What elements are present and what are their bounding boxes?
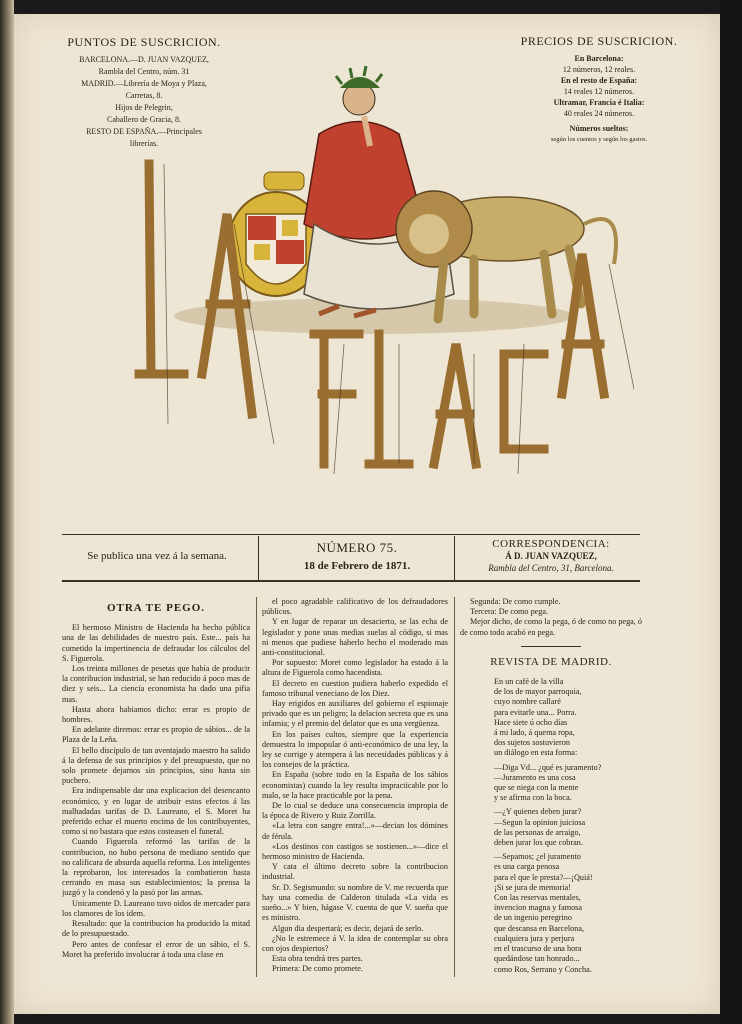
verse-line: quedándose tan honrado...	[494, 954, 580, 964]
article-paragraph: El hermoso Ministro de Hacienda ha hecho pública una de las debilidades de nuestro país. Este... país ha cometido la impertinencia de defraudar los cálculos del S. Figuerola.	[62, 623, 250, 663]
price-line: 14 reales 12 números.	[563, 87, 635, 96]
article-column-3	[460, 597, 642, 977]
verse-line: cuyo nombre callaré	[494, 697, 561, 707]
correspondence-block	[462, 538, 640, 574]
masthead-illustration	[114, 54, 634, 514]
verse-line: es una carga penosa	[494, 862, 560, 872]
article-paragraph: Primera: De como promete.	[272, 964, 363, 974]
issue-number-date	[258, 540, 456, 572]
verse-line: en el trascurso de una hora	[494, 944, 582, 954]
subscription-line: Hijos de Pelegrin,	[115, 103, 173, 112]
verse-line: que se niega con la mente	[494, 783, 579, 793]
article-paragraph: Hasta ahora habiamos dicho: errar es propio de hombres.	[62, 704, 250, 725]
price-line: Ultramar, Francia é Italia:	[553, 98, 645, 107]
correspondence-address: Rambla del Centro, 31, Barcelona.	[488, 563, 614, 573]
issue-info-row	[62, 536, 640, 582]
article-paragraph: Por supuesto: Moret como legislador ha estado á la altura de Figuerola como hacendista.	[262, 658, 448, 678]
verse-line: á mi lado, á quema ropa,	[494, 728, 575, 738]
article-paragraph: el poco agradable calificativo de los defraudadores públicos.	[262, 597, 448, 617]
verse-line: dos sujetos sostuvieron	[494, 738, 570, 748]
article-title: REVISTA DE MADRID.	[490, 655, 612, 668]
verse-line: —Sepamos; ¿el juramento	[494, 852, 581, 862]
scan-border	[720, 0, 742, 1024]
subscription-line: Carretas, 8.	[125, 91, 163, 100]
subscription-prices-title: PRECIOS DE SUSCRICION.	[520, 34, 678, 48]
correspondence-name: Á D. JUAN VAZQUEZ,	[505, 551, 597, 561]
price-line: 12 números, 12 reales.	[562, 65, 636, 74]
article-paragraph: Algun dia despertará; es decir, dejará de serlo.	[272, 923, 424, 933]
issue-date: 18 de Febrero de 1871.	[303, 560, 411, 572]
verse-line: invencion magna y famosa	[494, 903, 582, 913]
article-paragraph: De lo cual se deduce una consecuencia impropia de la época de Rivero y Ruiz Zorrilla.	[262, 801, 448, 821]
subscription-line: BARCELONA.—D. JUAN VAZQUEZ,	[79, 55, 209, 64]
article-paragraph: Cuando Figuerola reformó las tarifas de la contribucion, no hubo persona de mediano sentido que no calificara de absurda aquella reforma. Los inteligentes la reprobaron, los interesados la combatieron hasta cerrando en masa sus establecimientos; la prensa la juzgó y la condenó y la pasó por las armas.	[62, 837, 250, 898]
article-column-2	[262, 597, 448, 977]
price-line: En el resto de España:	[560, 76, 638, 85]
article-paragraph: Era indispensable dar una explicacion del desencanto económico, y en lugar de atribuir estos efectos á las malhadadas tarifas de D. Laureano, el S. Moret ha preferido echar el muerto encima de los contribuyentes, como si no bastara que estos costeasen el funeral.	[62, 786, 250, 837]
article-paragraph: En España (sobre todo en la España de los sábios economistas) cuando la ley resulta impracticable por lo malo, se la hace practicable por la pena.	[262, 770, 448, 800]
article-paragraph: Y cata el último decreto sobre la contribucion industrial.	[262, 862, 448, 882]
verse-line: como Ros, Serrano y Concha.	[494, 964, 592, 974]
verse-line: y se afirma con la boca.	[494, 793, 572, 803]
top-rule	[62, 534, 640, 535]
article-paragraph: Mejor dicho, de como la pega, ó de como no pega, ó de como todo acabó en pega.	[460, 617, 642, 637]
column-rule	[454, 597, 455, 977]
verse-line: Con las reservas mentales,	[494, 893, 581, 903]
verse-line: de un ingenio peregrino	[494, 913, 572, 923]
article-title: OTRA TE PEGO.	[106, 602, 206, 614]
newspaper-page	[14, 14, 720, 1014]
article-paragraph: Sr. D. Segismundo: su nombre de V. me recuerda que hay una comedia de Calderon titulada «La vida es sueño...» Y bien, hágase V. cuenta de que V. sueña que es ministro.	[262, 882, 448, 923]
verse-line: deben jurar los que cobran.	[494, 838, 583, 848]
verse-line: —Segun la opinion juiciosa	[494, 817, 586, 827]
publication-frequency: Se publica una vez á la semana.	[87, 550, 227, 562]
article-paragraph: El decreto en cuestion pudiera haberlo expedido el famoso tribunal veneciano de los Diez.	[262, 678, 448, 698]
article-paragraph: Hay erigidos en auxiliares del gobierno el espionaje privado que es un peligro; la delacion secreta que es una infamia; y el premio del delator que es una vergüenza.	[262, 699, 448, 729]
verse-line: para el que le presta?—¡Quiá!	[494, 872, 593, 882]
article-paragraph: Esta obra tendrá tres partes.	[272, 954, 363, 964]
verse-line: ¡Si se jura de memoria!	[494, 882, 571, 892]
price-line: Números sueltos:	[569, 124, 629, 133]
issue-number: NÚMERO 75.	[316, 540, 398, 555]
correspondence-title: CORRESPONDENCIA:	[492, 538, 610, 550]
subscription-line: RESTO DE ESPAÑA.—Principales	[86, 127, 202, 136]
verse-line: En un café de la villa	[494, 677, 564, 687]
subscription-line: librerías.	[129, 139, 159, 148]
subscription-points-title: PUNTOS DE SUSCRICION.	[67, 35, 221, 49]
book-spine	[0, 0, 14, 1024]
article-paragraph: El bello discípulo de tan aventajado maestro ha salido á la defensa de sus principios y del presupuesto, que no solo promete dejarnos sin principios, sino hasta sin puchero.	[62, 745, 250, 786]
article-paragraph: Tercera: De como pega.	[470, 607, 549, 617]
verse-line: —Juramento es una cosa	[494, 772, 576, 782]
article-paragraph: ¿No le estremece á V. la idea de contemplar su obra con ojos despiertos?	[262, 933, 448, 953]
article-paragraph: «La letra con sangre entra!...»—decian los dómines de férula.	[262, 821, 448, 841]
price-line: según los cuentos y según los gastos.	[550, 136, 648, 143]
article-paragraph: Segunda: De como cumple.	[470, 597, 561, 606]
article-paragraph: Pero antes de confesar el error de un sábio, el S. Moret ha preferido involucrar á toda una clase en	[62, 939, 250, 959]
verse-line: —Diga Vd... ¿qué es juramento?	[494, 762, 602, 772]
article-paragraph: Resultado: que la contribucion ha producido la mitad de lo presupuestado.	[62, 919, 250, 939]
subscription-line: Caballero de Gracia, 8.	[107, 115, 181, 124]
verse-line: cualquiera jura y perjura	[494, 933, 575, 943]
article-paragraph: En los países cultos, siempre que la experiencia demuestra lo impopular ó anti-económico de una ley, la ley se corrige y atempera á las necesidades públicas y á los consejos de la práctica.	[262, 729, 448, 770]
article-paragraph: Los treinta millones de pesetas que había de producir la contribucion industrial, se han reducido á poco mas de diez y seis... La ciencia economista ha dado una pifia mas.	[62, 664, 250, 704]
article-paragraph: En adelante diremos: errar es propio de sábios... de la Plaza de la Leña.	[62, 725, 250, 745]
price-line: En Barcelona:	[574, 54, 624, 63]
article-paragraph: Y en lugar de reparar un desacierto, se las echa de legislador y pone unas medias suelas al código, si mas ni menos que pudiese haberlo hecho el moderado mas anti-constitucional.	[262, 617, 448, 658]
subscription-line: Rambla del Centro, núm. 31	[98, 67, 190, 76]
column-rule	[256, 597, 257, 977]
article-column-1	[62, 597, 250, 977]
verse-line: —¿Y quienes deben jurar?	[494, 807, 582, 817]
verse-line: de los de mayor parroquia,	[494, 687, 582, 697]
article-paragraph: Unicamente D. Laureano tuvo oidos de mercader para los clamores de los idem.	[62, 898, 250, 918]
verse-line: para evitarle una... Porra.	[494, 707, 577, 717]
section-divider	[521, 646, 581, 647]
verse-line: de las personas de arraigo,	[494, 827, 581, 837]
verse-line: un diálogo en esta forma:	[494, 748, 578, 758]
article-paragraph: «Los destinos con castigos se sostienen...»—dice el hermoso ministro de Hacienda.	[262, 841, 448, 862]
verse-line: Hace siete ú ocho días	[494, 717, 568, 727]
subscription-line: MADRID.—Librería de Moya y Plaza,	[81, 79, 207, 88]
price-line: 40 reales 24 números.	[563, 109, 635, 118]
verse-line: que descansa en Barcelona,	[494, 923, 585, 933]
